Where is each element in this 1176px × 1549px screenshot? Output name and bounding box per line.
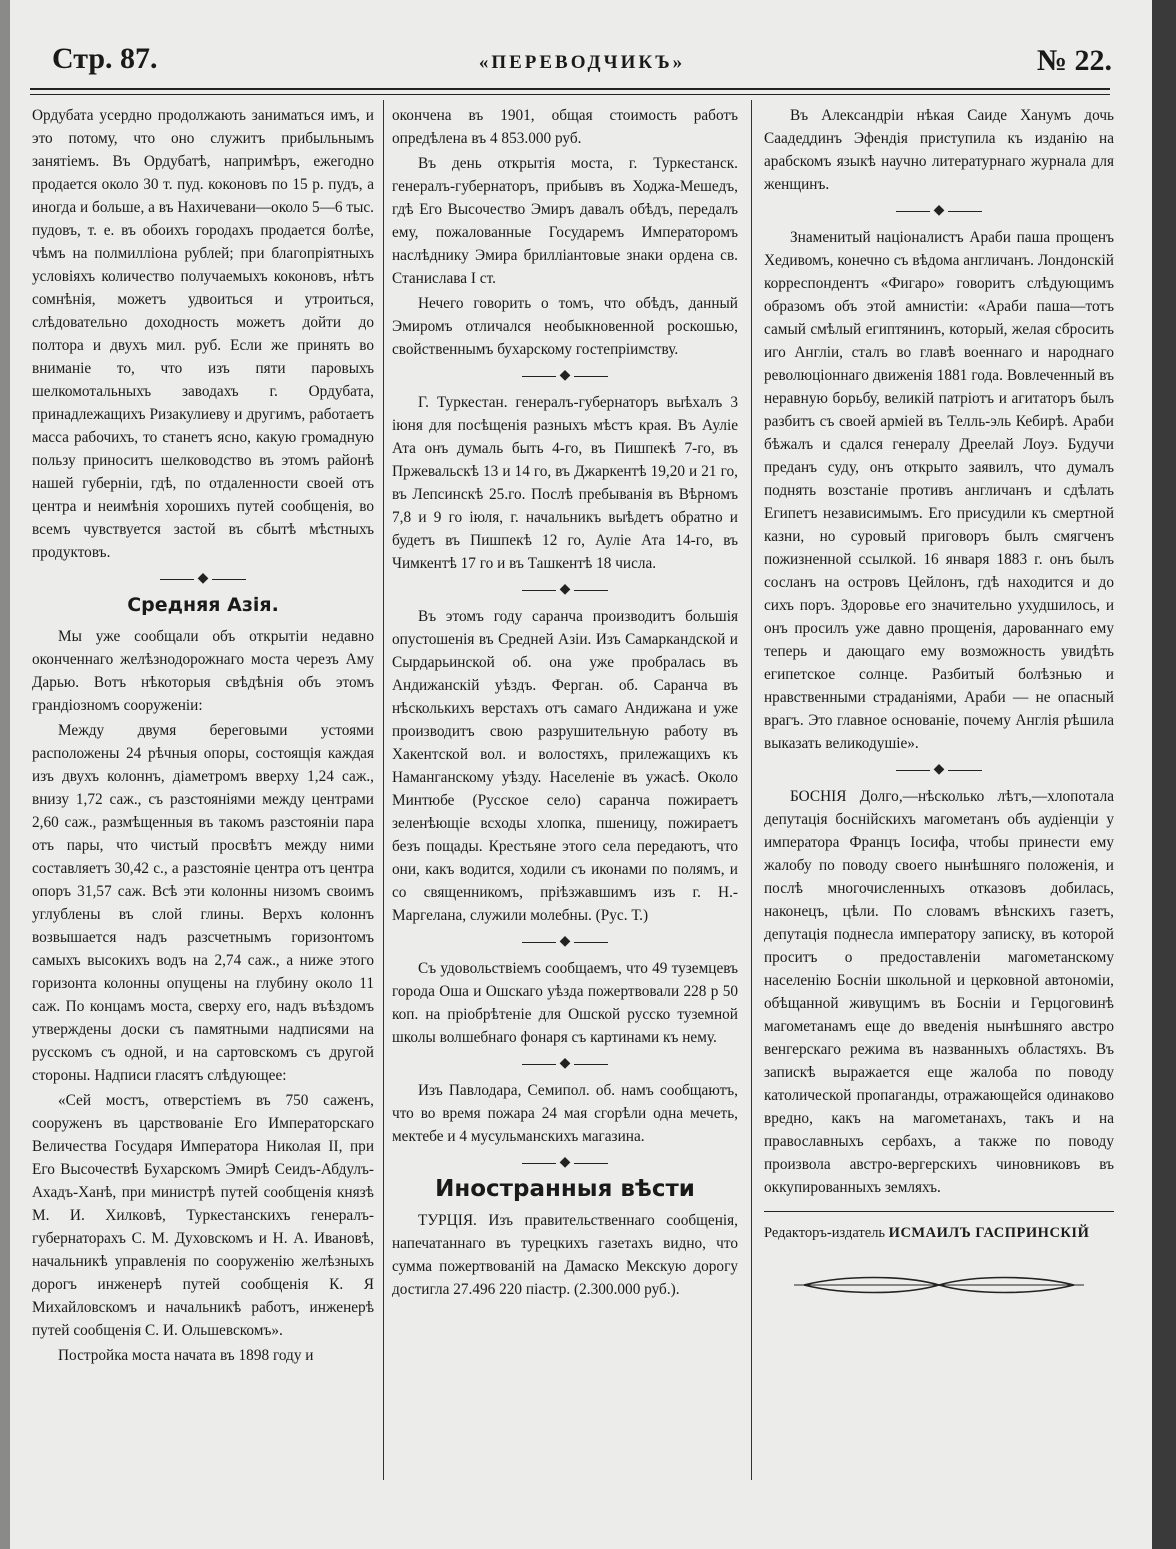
article-paragraph: Нечего говорить о томъ, что обѣдъ, данный Эмиромъ отличался необыкновенной роскошью, свойственнымъ бухарскому гостепріимству. bbox=[392, 295, 738, 358]
newspaper-title: «ПЕРЕВОДЧИКЪ» bbox=[478, 52, 686, 73]
article-paragraph: Г. Туркестан. генералъ-губернаторъ выѣхалъ 3 іюня для посѣщенія разныхъ мѣстъ края. Въ Ауліе Ата онъ думаль быть 4-го, въ Пишпекѣ 7-го, въ Пржевальскѣ 13 и 14 го, въ Джаркентѣ 19,20 и 21 го, въ Лепсинскѣ 25.го. Послѣ пребыванія въ Вѣрномъ 7,8 и 9 го іюля, г. начальникъ выѣдетъ обратно и будетъ въ Пишпекѣ 12 го, Ауліе Ата 14-го, въ Чимкентѣ 17 го и въ Ташкентѣ 18 числа. bbox=[392, 394, 738, 572]
header-rule bbox=[30, 88, 1110, 90]
header-rule-thin bbox=[30, 94, 1110, 95]
column-3 bbox=[764, 104, 1114, 1297]
editor-line bbox=[764, 1211, 1114, 1245]
article-paragraph: Ордубата усердно продолжають заниматься имъ, и это потому, что оно служитъ прибыльнымъ занятіемъ. Въ Ордубатѣ, напримѣръ, ежегодно продается около 30 т. пуд. коконовъ по 15 р. пудъ, а иногда и больше, а въ Нахичевани—около 5—6 тыс. пудовъ, т. е. въ обоихъ городахъ продается болѣе, чѣмъ на полмилліона рублей; при благопріятныхъ условіяхъ количество получаемыхъ коконовъ, нѣтъ сомнѣнія, можетъ удвоиться и утроиться, слѣдовательно доходность можетъ дойти до полтора и двухъ мил. руб. Если же принять во вниманіе то, что изъ пяти паровыхъ шелкомотальныхъ заводахъ г. Ордубата, принадлежащихъ Ризакулиеву и другимъ, работаетъ масса рабочихъ, то станетъ ясно, какую громадную пользу приноситъ шелководство въ этомъ районѣ нашей губерніи, гдѣ, по отдаленности своей отъ центра и неимѣнія хорошихъ путей сообщенія, во всемъ чувствуется застой въ сбытѣ мѣстныхъ продуктовъ. bbox=[32, 107, 374, 561]
column-divider bbox=[383, 100, 384, 1480]
article-paragraph: Постройка моста начата въ 1898 году и bbox=[58, 1347, 314, 1364]
editor-label: Редакторъ-издатель bbox=[764, 1225, 886, 1241]
ornament-divider: ◆ bbox=[392, 365, 738, 387]
editor-name: ИСМАИЛЪ ГАСПРИНСКІЙ bbox=[888, 1225, 1090, 1241]
page-number: Стр. 87. bbox=[52, 42, 158, 75]
article-paragraph: «Сей мостъ, отверстіемъ въ 750 саженъ, сооруженъ въ царствованіе Его Императорскаго Величества Государя Императора Николая II, при Его Высочествѣ Бухарскомъ Эмирѣ Сеидъ-Абдулъ-Ахадъ-Ханѣ, при министрѣ путей сообщенія князѣ М. И. Хилковѣ, Туркестанскихъ генералъ-губернаторахъ С. М. Духовскомъ и Н. А. Ивановѣ, начальникѣ управленія по сооруженію желѣзныхъ дорогъ инженерѣ путей сообщенія К. Я Михайловскомъ и начальникѣ работъ, инженерѣ путей сообщенія С. И. Ольшевскомъ». bbox=[32, 1092, 374, 1339]
article-paragraph: Изъ Павлодара, Семипол. об. намъ сообщаютъ, что во время пожара 24 мая сгорѣли одна мечеть, мектебе и 4 мусульманскихъ магазина. bbox=[392, 1082, 738, 1145]
article-paragraph: Знаменитый націоналистъ Араби паша прощенъ Хедивомъ, конечно съ вѣдома англичанъ. Лондонскій корреспондентъ «Фигаро» говоритъ слѣдующимъ образомъ объ этой амнистіи: «Араби паша—тотъ самый смѣлый египтянинъ, который, желая сбросить иго Англіи, сталъ во главѣ военнаго и народнаго революціоннаго движенія 1881 года. Вовлеченный въ неравную борьбу, великій патріотъ и агитаторъ былъ разбитъ съ своей арміей въ Телль-эль Кебирѣ. Араби бѣжалъ и сдался генералу Дреелай Лоуэ. Будучи преданъ суду, онъ открыто заявилъ, что думалъ поднять возстаніе противъ англичанъ и сдѣлать Египетъ независимымъ. Его присудили къ смертной казни, но суровый приговоръ былъ смягченъ пожизненной ссылкой. 16 января 1883 г. онъ былъ сосланъ на островъ Цейлонъ, гдѣ находится и до сихъ поръ. Здоровье его значительно ухудшилось, и онъ просилъ уже давно прощенія, дарованнаго ему теперь и дающаго ему возможность увидѣть египетское солнце. Разбитый болѣзнью и нравственными страданіями, Араби — не опасный врагъ. Это главное основаніе, почему Англія рѣшила выказать великодушіе». bbox=[764, 229, 1114, 752]
article-paragraph: Съ удовольствіемъ сообщаемъ, что 49 туземцевъ города Оша и Ошскаго уѣзда пожертвовали 228 р 50 коп. на пріобрѣтеніе для Ошской русско туземной школы волшебнаго фонаря съ картинами къ нему. bbox=[392, 960, 738, 1046]
scan-edge-left bbox=[0, 0, 10, 1549]
article-paragraph: Между двумя береговыми устоями расположены 24 рѣчныя опоры, состоящія каждая изъ двухъ колоннъ, діаметромъ вверху 1,24 саж., внизу 1,72 саж., съ разстояніями между центрами 2,60 саж., размѣщенныя въ такомъ разстояніи пара отъ пары, что чистый просвѣтъ между ними составляетъ 30,42 с., а разстояніе центра отъ центра опоръ 31,57 саж. Всѣ эти колонны низомъ своимъ углублены въ слой глины. Верхъ колоннъ возвышается надъ разсчетнымъ горизонтомъ самыхъ высокихъ водъ на 2,74 саж., а ниже этого горизонта колонны опущены на глубину около 11 саж. По концамъ моста, сверху его, надъ въѣздомъ утверждены доски съ памятными надписями на русскомъ съ одной, и на сартовскомъ съ другой стороны. Надписи гласятъ слѣдующее: bbox=[32, 722, 374, 1084]
article-paragraph: Въ Александріи нѣкая Саиде Ханумъ дочь Саадеддинъ Эфендія приступила къ изданію на арабскомъ языкѣ научно литературнаго журнала для женщинъ. bbox=[764, 107, 1114, 193]
ornament-divider: ◆ bbox=[764, 759, 1114, 781]
ornament-divider: ◆ bbox=[392, 1053, 738, 1075]
closing-flourish bbox=[764, 1273, 1114, 1297]
column-2 bbox=[392, 104, 738, 1303]
column-divider bbox=[751, 100, 752, 1480]
article-paragraph: БОСНІЯ Долго,—нѣсколько лѣтъ,—хлопотала депутація боснійскихъ магометанъ объ аудіенціи у императора Францъ Іосифа, чтобы принести ему жалобу по поводу своего нынѣшняго положенія, и послѣ многочисленныхъ отказовъ добилась, наконецъ, цѣли. По словамъ вѣнскихъ газетъ, депутація поднесла императору записку, въ которой проситъ о предоставленіи магометанскому населенію Босніи школьной и церковной автономіи, обѣщанной живущимъ въ Босніи и Герцоговинѣ магометанамъ еще до введенія нынѣшняго австро венгерскаго режима въ названныхъ областяхъ. Въ запискѣ выражается еще жалоба по поводу католической пропаганды, отражающейся одинаково вредно, какъ на магометанахъ, такъ и на православныхъ сербахъ, а также по поводу произвола австро-вергерскихъ чиновниковъ въ оккупированныхъ земляхъ. bbox=[764, 788, 1114, 1196]
article-paragraph: Въ этомъ году саранча производитъ большія опустошенія въ Средней Азіи. Изъ Самаркандской и Сырдарьинской об. она уже пробралась въ Андижанскій уѣздъ. Ферган. об. Саранча въ нѣсколькихъ верстахъ отъ самаго Андижана и уже производитъ свою разрушительную работу въ Хакентской вол. и волостяхъ, прилежащихъ къ Наманганскому уѣзду. Населеніе въ ужасѣ. Около Минтюбе (Русское село) саранча пожираетъ зеленѣющіе всходы хлопка, пшеницу, пожираетъ безъ пощады. Крестьяне этого села передаютъ, что они, какъ водится, ходили съ иконами по полямъ, и со священникомъ, пріѣзжавшимъ изъ г. Н.-Маргелана, служили молебны. (Рус. Т.) bbox=[392, 608, 738, 924]
article-paragraph: Въ день открытія моста, г. Туркестанск. генералъ-губернаторъ, прибывъ въ Ходжа-Мешедъ, гдѣ Его Высочество Эмиръ давалъ обѣдъ, передалъ ему, пожалованные Государемъ Императоромъ наслѣднику Эмира брилліантовые знаки ордена св. Станислава I ст. bbox=[392, 155, 738, 287]
issue-number: № 22. bbox=[1036, 44, 1112, 77]
article-paragraph: Мы уже сообщали объ открытіи недавно оконченнаго желѣзнодорожнаго моста черезъ Аму Дарью. Вотъ нѣкоторыя свѣдѣнія объ этомъ грандіозномъ сооруженіи: bbox=[32, 628, 374, 714]
scan-edge-right bbox=[1152, 0, 1176, 1549]
ornament-divider: ◆ bbox=[764, 200, 1114, 222]
page-header bbox=[52, 40, 1112, 84]
article-paragraph: окончена въ 1901, общая стоимость работъ опредѣлена въ 4 853.000 руб. bbox=[392, 107, 738, 147]
ornament-divider: ◆ bbox=[392, 1152, 738, 1174]
ornament-divider: ◆ bbox=[392, 931, 738, 953]
section-heading: Иностранныя вѣсти bbox=[435, 1176, 695, 1202]
section-heading: Средняя Азія. bbox=[127, 594, 279, 616]
ornament-divider: ◆ bbox=[32, 568, 374, 590]
ornament-divider: ◆ bbox=[392, 579, 738, 601]
article-paragraph: ТУРЦІЯ. Изъ правительственнаго сообщенія, напечатаннаго въ турецкихъ газетахъ видно, что сумма пожертвованій на Дамаско Мекскую дорогу достигла 27.496 220 піастр. (2.300.000 руб.). bbox=[392, 1212, 738, 1298]
column-1 bbox=[32, 104, 374, 1369]
flourish-icon bbox=[764, 1273, 1114, 1297]
